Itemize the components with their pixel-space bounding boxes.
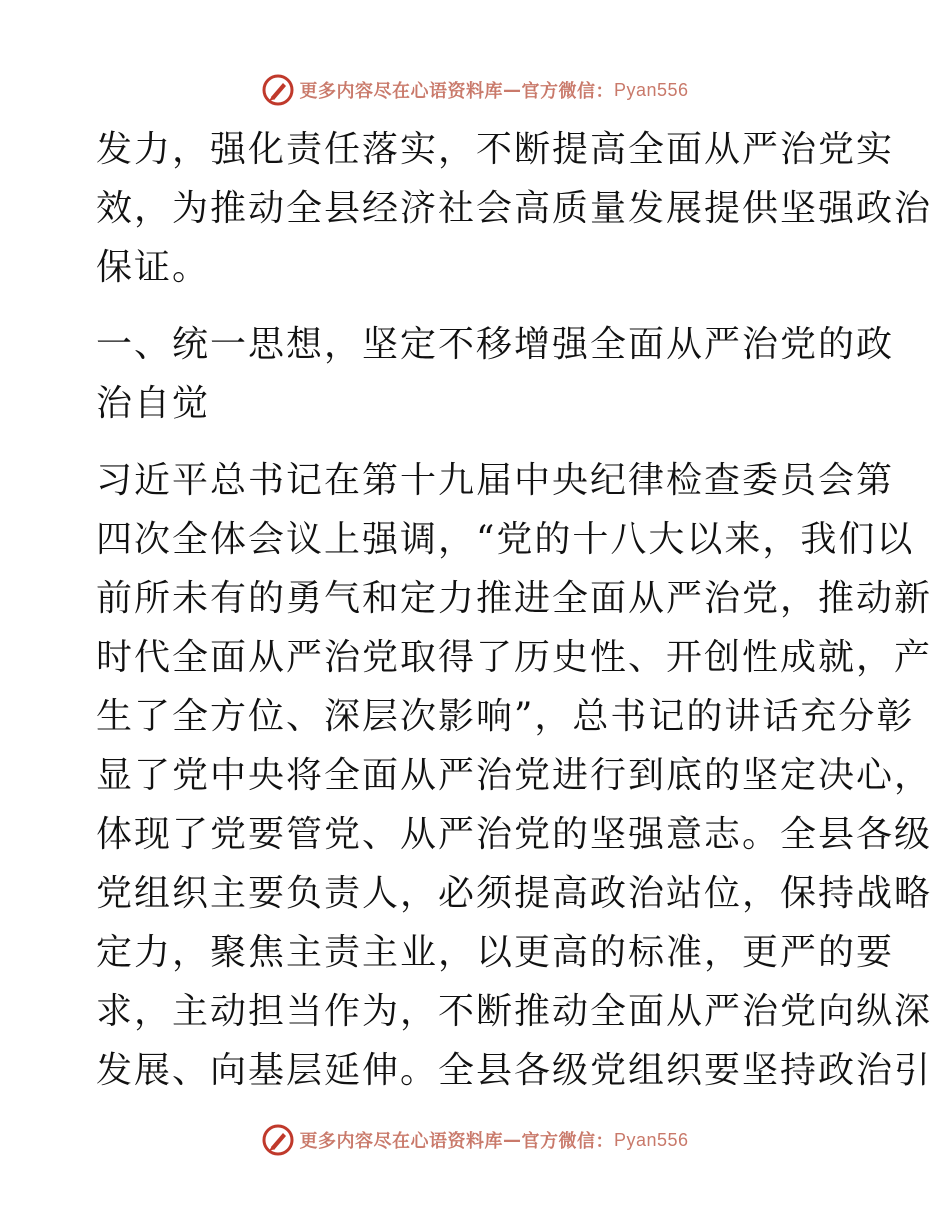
paragraph-body (96, 451, 933, 1100)
text-line: 时代全面从严治党取得了历史性、开创性成就，产 (96, 637, 933, 678)
document-body (96, 120, 933, 1100)
banner-dash: — (502, 1129, 522, 1151)
banner-wechat-label: 官方微信： (521, 1131, 614, 1152)
text-line: 求，主动担当作为，不断推动全面从严治党向纵深 (96, 991, 933, 1032)
heading-line: 一、统一思想，坚定不移增强全面从严治党的政 (96, 324, 895, 365)
banner-wechat-id: Pyan556 (613, 79, 689, 100)
banner-site-text: 更多内容尽在心语资料库 (299, 1131, 503, 1152)
text-line: 四次全体会议上强调，“党的十八大以来，我们以 (96, 519, 915, 560)
banner-site-text: 更多内容尽在心语资料库 (299, 81, 503, 102)
text-line: 显了党中央将全面从严治党进行到底的坚定决心， (96, 755, 933, 796)
pen-logo-icon (261, 1123, 295, 1157)
header-watermark-banner (0, 70, 950, 110)
text-line: 体现了党要管党、从严治党的坚强意志。全县各级 (96, 814, 933, 855)
banner-dash: — (502, 79, 522, 101)
text-line: 保证。 (96, 247, 211, 288)
banner-wechat-id: Pyan556 (613, 1129, 689, 1150)
text-line: 发展、向基层延伸。全县各级党组织要坚持政治引 (96, 1050, 933, 1091)
text-line: 习近平总书记在第十九届中央纪律检查委员会第 (96, 460, 895, 501)
section-heading (96, 315, 895, 433)
footer-watermark-banner (0, 1120, 950, 1160)
paragraph-continuation (96, 120, 933, 297)
text-line: 前所未有的勇气和定力推进全面从严治党，推动新 (96, 578, 933, 619)
text-line: 生了全方位、深层次影响”，总书记的讲话充分彰 (96, 696, 915, 737)
heading-line: 治自觉 (96, 383, 211, 424)
text-line: 发力，强化责任落实，不断提高全面从严治党实 (96, 129, 895, 170)
text-line: 党组织主要负责人，必须提高政治站位，保持战略 (96, 873, 933, 914)
text-line: 效，为推动全县经济社会高质量发展提供坚强政治 (96, 188, 933, 229)
text-line: 定力，聚焦主责主业，以更高的标准，更严的要 (96, 932, 895, 973)
banner-wechat-label: 官方微信： (521, 81, 614, 102)
pen-logo-icon (261, 73, 295, 107)
